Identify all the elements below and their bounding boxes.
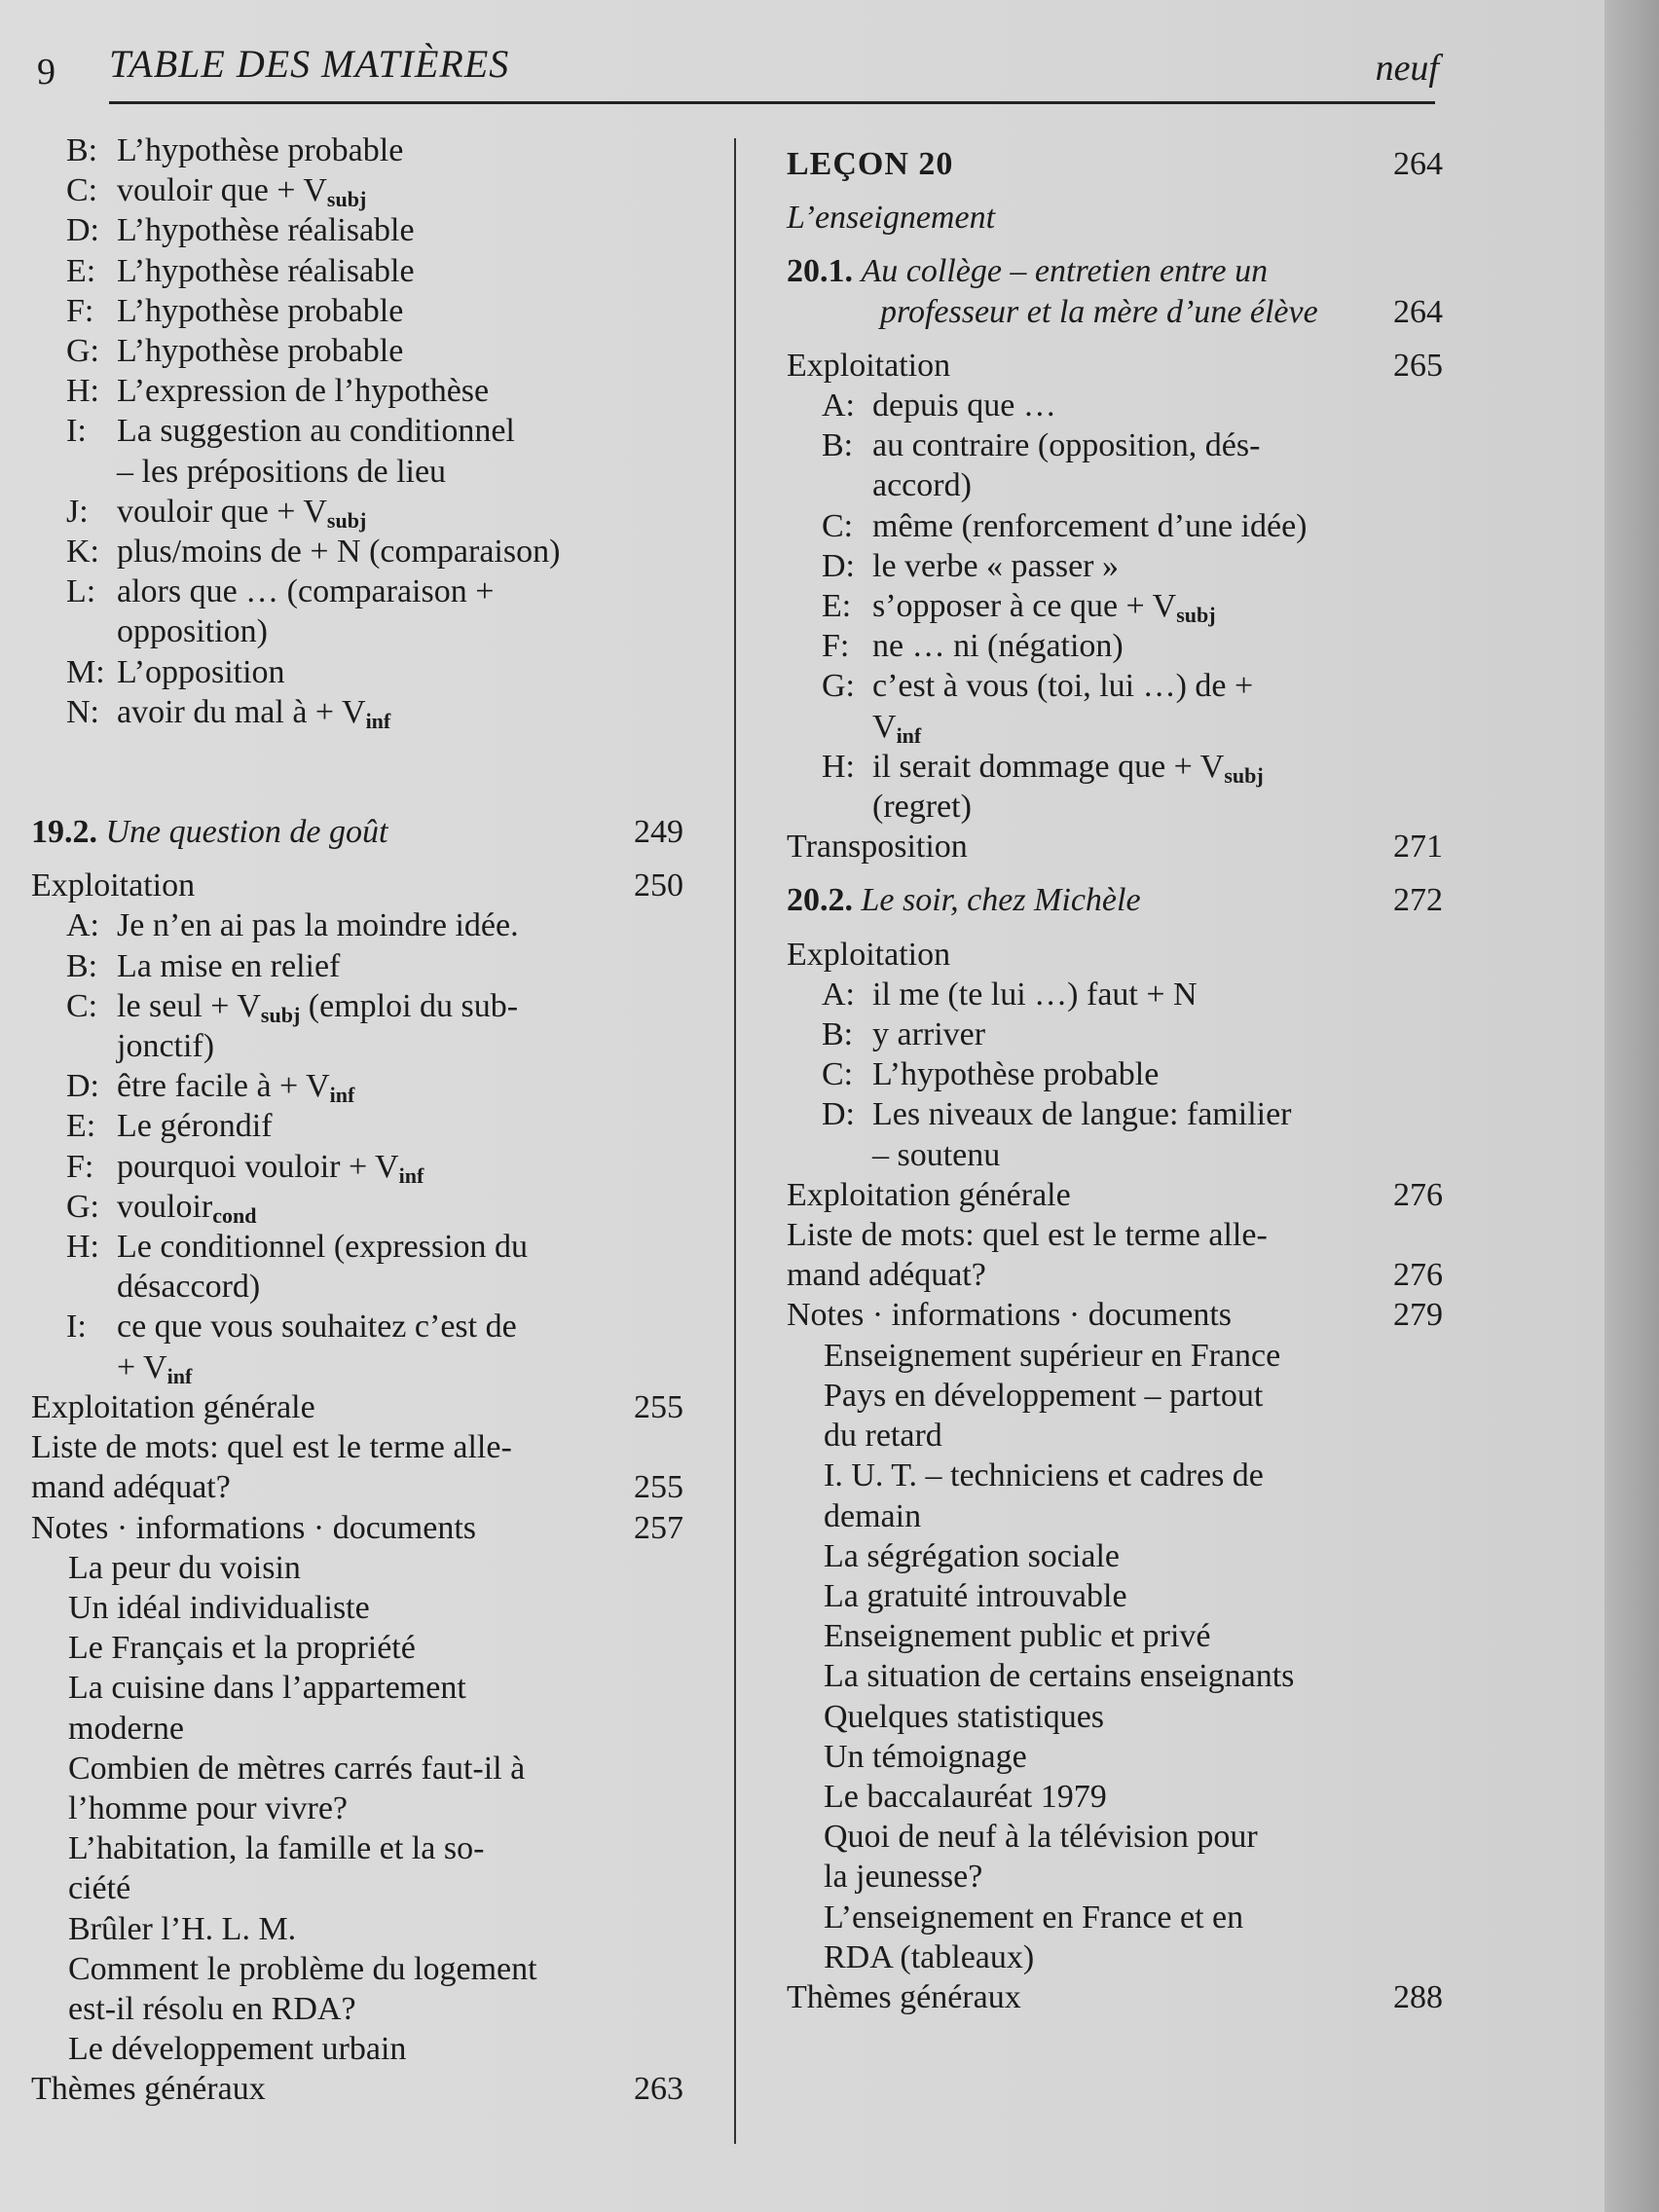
toc-item: A: il me (te lui …) faut + N (822, 976, 1198, 1013)
left-column (31, 130, 683, 2110)
toc-item: D: Les niveaux de langue: familier (822, 1096, 1292, 1133)
page-edge (1604, 0, 1659, 2212)
lecon-subtitle: L’enseignement (787, 200, 996, 237)
notes-heading-2: Notes · informations · documents 279 (787, 1297, 1443, 1334)
notes-item: du retard (824, 1418, 942, 1455)
toc-item: B: au contraire (opposition, dés- (822, 427, 1261, 464)
themes-generaux-2: Thèmes généraux 288 (787, 1978, 1443, 2015)
toc-item: K: plus/moins de + N (comparaison) (66, 534, 561, 571)
header-rule (109, 101, 1435, 104)
toc-item: F: ne … ni (négation) (822, 628, 1124, 665)
liste-de-mots-cont: mand adéquat? 255 (31, 1469, 683, 1506)
left-exploitation-list (31, 905, 683, 1386)
notes-item: La ségrégation sociale (824, 1537, 1120, 1574)
exploitation-generale-2: Exploitation générale 276 (787, 1176, 1443, 1213)
column-divider (734, 138, 736, 2144)
toc-item: accord) (872, 467, 972, 504)
section-20-1: 20.1. Au collège – entretien entre un (787, 253, 1269, 290)
page-number-word: neuf (1375, 48, 1439, 89)
toc-item: M: L’opposition (66, 653, 285, 690)
notes-item: Comment le problème du logement (68, 1950, 537, 1987)
toc-item: A: Je n’en ai pas la moindre idée. (66, 907, 519, 944)
liste-de-mots: Liste de mots: quel est le terme alle- (31, 1429, 512, 1466)
themes-generaux: Thèmes généraux 263 (31, 2071, 683, 2108)
toc-item: E: Le gérondif (66, 1108, 273, 1145)
toc-item: $V_{inf}$ (872, 708, 922, 748)
notes-item: La cuisine dans l’appartement (68, 1670, 466, 1707)
notes-item: moderne (68, 1710, 184, 1747)
notes-item: L’enseignement en France et en (824, 1899, 1244, 1936)
liste-de-mots-2: Liste de mots: quel est le terme alle- (787, 1217, 1268, 1254)
toc-item: G: c’est à vous (toi, lui …) de + (822, 668, 1254, 705)
toc-item: D: le verbe « passer » (822, 547, 1120, 584)
notes-item: La situation de certains enseignants (824, 1658, 1295, 1695)
toc-item: F: L’hypothèse probable (66, 292, 404, 329)
toc-item: opposition) (117, 613, 268, 650)
notes-item: l’homme pour vivre? (68, 1789, 349, 1826)
notes-item: I. U. T. – techniciens et cadres de (824, 1457, 1264, 1494)
toc-item: D: être facile à + $V_{inf}$ (66, 1068, 355, 1108)
page-number: 9 (37, 52, 55, 92)
toc-item: I: ce que vous souhaitez c’est de (66, 1309, 517, 1346)
notes-item: La gratuité introuvable (824, 1577, 1127, 1614)
toc-item: E: L’hypothèse réalisable (66, 252, 415, 289)
toc-item: G: L’hypothèse probable (66, 333, 404, 370)
toc-item: D: L’hypothèse réalisable (66, 212, 415, 249)
right-notes-list (787, 1336, 1443, 1977)
notes-item: La peur du voisin (68, 1549, 301, 1586)
notes-item: Quoi de neuf à la télévision pour (824, 1819, 1258, 1856)
toc-item: – les prépositions de lieu (117, 453, 447, 490)
right-column (787, 130, 1443, 2017)
exploitation-heading-2: Exploitation (787, 936, 951, 973)
notes-item: Pays en développement – partout (824, 1377, 1264, 1414)
toc-item: F: pourquoi vouloir + $V_{inf}$ (66, 1148, 424, 1188)
notes-item: Le baccalauréat 1979 (824, 1778, 1107, 1815)
section-20-1-cont: professeur et la mère d’une élève 264 (880, 293, 1443, 330)
notes-item: Enseignement supérieur en France (824, 1337, 1281, 1374)
toc-item: B: La mise en relief (66, 947, 341, 984)
toc-item: C: L’hypothèse probable (822, 1056, 1160, 1093)
toc-item: I: La suggestion au conditionnel (66, 413, 515, 450)
toc-item: J: vouloir que + $V_{subj}$ (66, 493, 367, 533)
left-notes-list (31, 1548, 683, 2070)
toc-item: désaccord) (117, 1269, 261, 1306)
exploitation-heading: Exploitation 250 (31, 867, 683, 904)
toc-item: B: L’hypothèse probable (66, 132, 404, 168)
toc-item: B: y arriver (822, 1016, 986, 1053)
right-exploitation-list-1 (787, 386, 1443, 827)
notes-item: L’habitation, la famille et la so- (68, 1830, 485, 1867)
toc-item: H: il serait dommage que + $V_{subj}$ (822, 748, 1264, 788)
notes-item: ciété (68, 1870, 131, 1907)
notes-item: la jeunesse? (824, 1859, 983, 1896)
page-header (37, 41, 1439, 99)
section-19-2: 19.2. Une question de goût 249 (31, 812, 683, 852)
toc-item: E: s’opposer à ce que + $V_{subj}$ (822, 588, 1216, 628)
exploitation-generale: Exploitation générale 255 (31, 1388, 683, 1425)
toc-item: C: vouloir que + $V_{subj}$ (66, 172, 367, 212)
exploitation-heading-1: Exploitation 265 (787, 347, 1443, 384)
notes-item: Un témoignage (824, 1738, 1027, 1775)
toc-item: H: Le conditionnel (expression du (66, 1229, 529, 1266)
notes-item: Un idéal individualiste (68, 1589, 370, 1626)
notes-item: Le Français et la propriété (68, 1630, 416, 1667)
lecon-20-heading: LEÇON 20 264 (787, 146, 1443, 182)
toc-item: – soutenu (872, 1136, 1001, 1173)
notes-item: Brûler l’H. L. M. (68, 1910, 297, 1947)
notes-item: Quelques statistiques (824, 1698, 1105, 1735)
toc-item: C: même (renforcement d’une idée) (822, 507, 1308, 544)
toc-item: C: le seul + $V_{subj}$ (emploi du sub- (66, 987, 519, 1027)
toc-item: + $V_{inf}$ (117, 1348, 193, 1388)
toc-item: H: L’expression de l’hypothèse (66, 373, 490, 410)
notes-item: demain (824, 1497, 922, 1534)
toc-item: (regret) (872, 789, 972, 826)
notes-heading: Notes · informations · documents 257 (31, 1509, 683, 1546)
transposition: Transposition 271 (787, 829, 1443, 866)
toc-item: N: avoir du mal à + $V_{inf}$ (66, 693, 391, 733)
notes-item: Combien de mètres carrés faut-il à (68, 1750, 526, 1787)
toc-item: jonctif) (117, 1028, 215, 1065)
toc-item: G: vouloir$_{cond}$ (66, 1188, 257, 1228)
toc-item: A: depuis que … (822, 387, 1056, 424)
right-exploitation-list-2 (787, 975, 1443, 1175)
toc-item: L: alors que … (comparaison + (66, 573, 495, 610)
running-title: TABLE DES MATIÈRES (109, 42, 510, 86)
section-page: 249 (634, 814, 683, 851)
liste-de-mots-2-cont: mand adéquat? 276 (787, 1257, 1443, 1294)
notes-item: est-il résolu en RDA? (68, 1990, 356, 2027)
notes-item: RDA (tableaux) (824, 1938, 1035, 1975)
left-top-list (31, 130, 683, 732)
section-20-2: 20.2. Le soir, chez Michèle 272 (787, 882, 1443, 919)
notes-item: Le développement urbain (68, 2031, 407, 2068)
notes-item: Enseignement public et privé (824, 1618, 1211, 1655)
